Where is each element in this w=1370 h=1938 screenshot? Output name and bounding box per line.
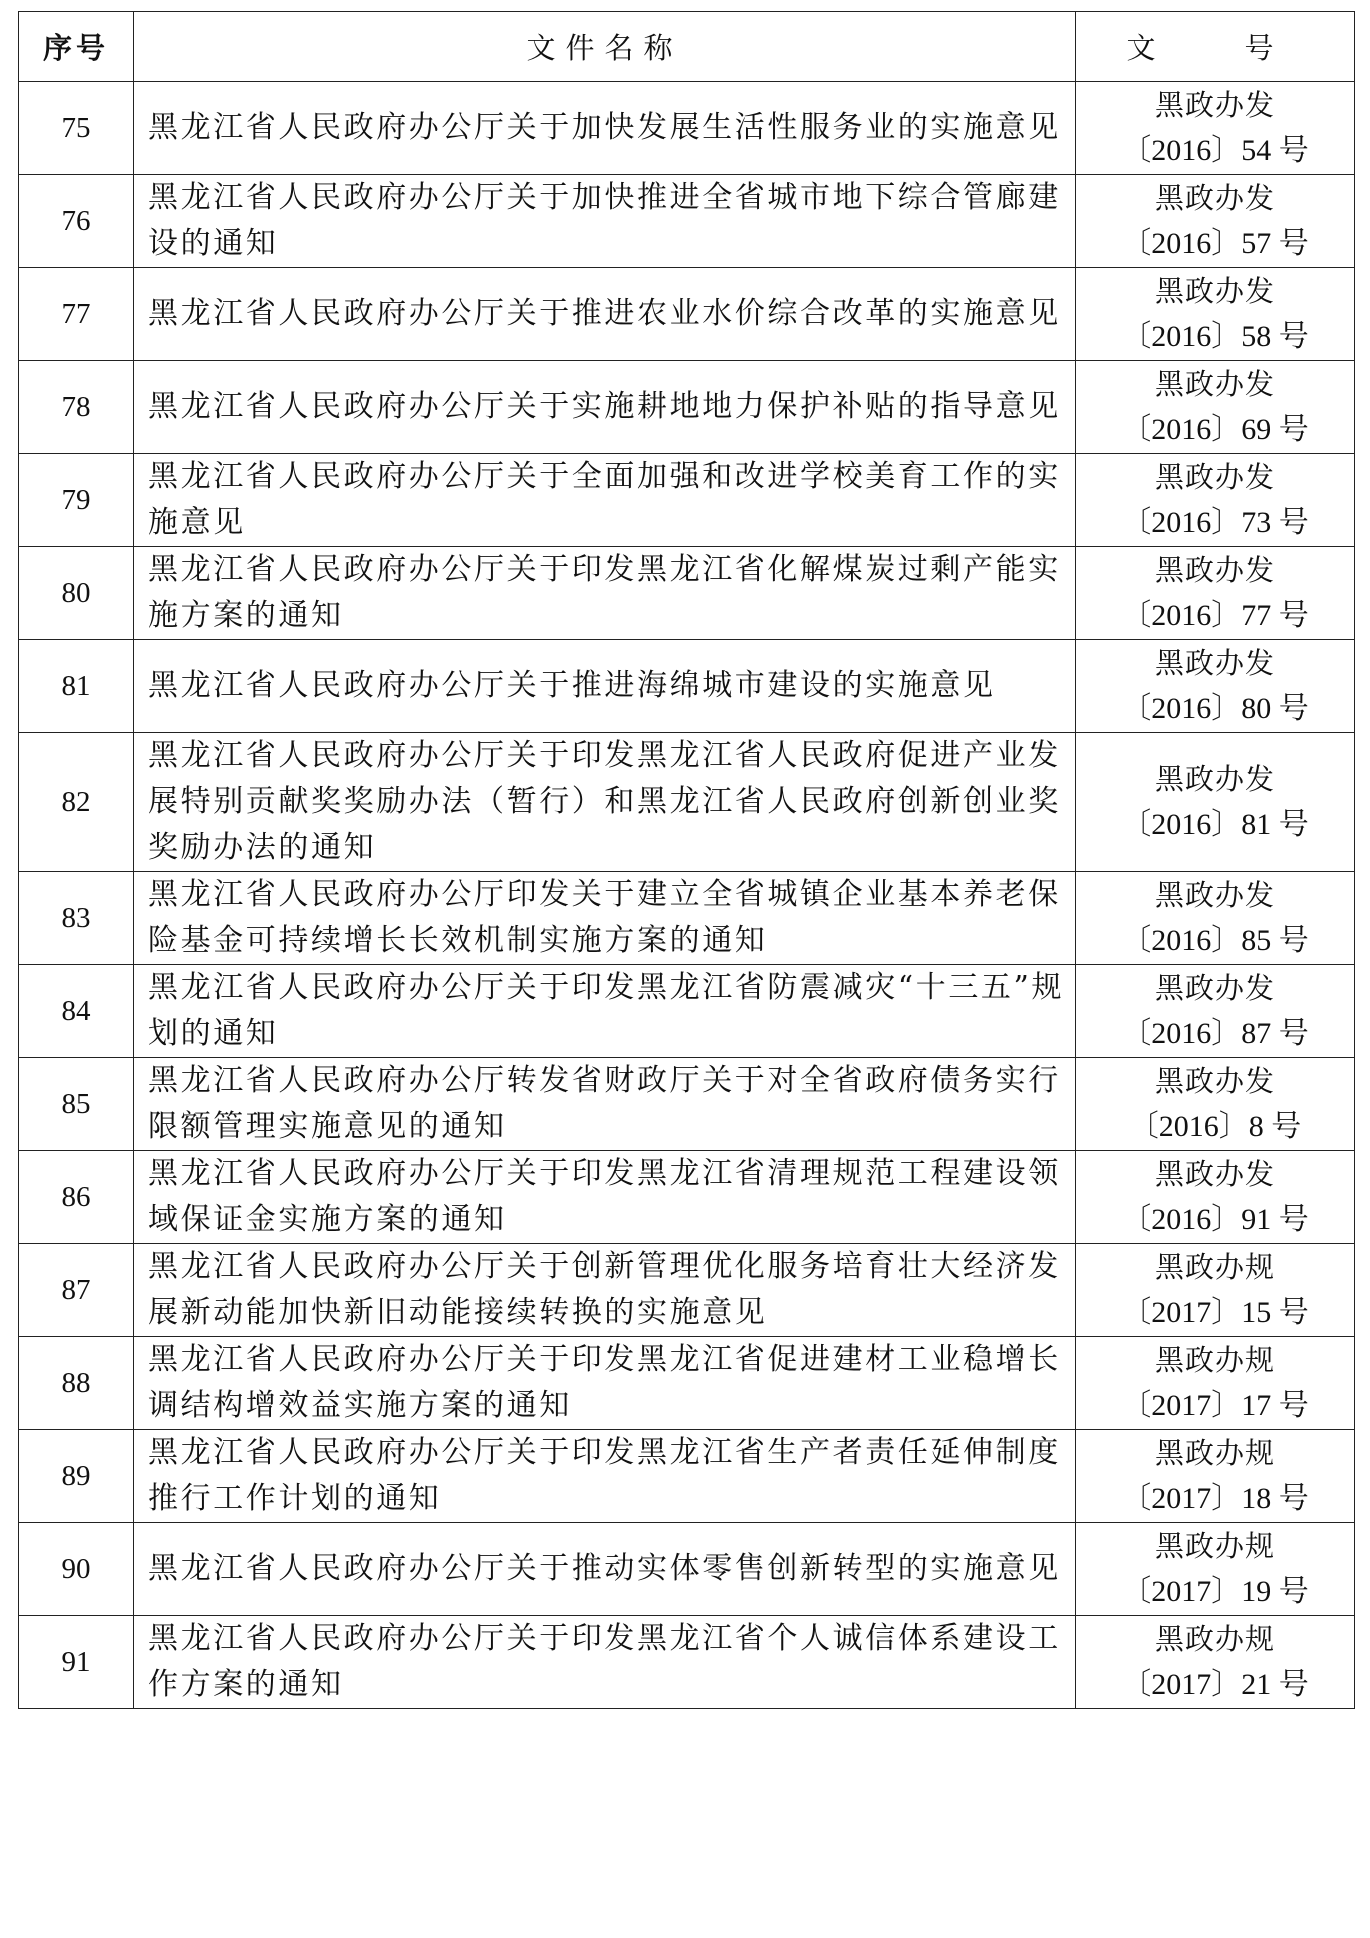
row-seq: 86 — [19, 1151, 134, 1244]
row-title: 黑龙江省人民政府办公厅关于印发黑龙江省促进建材工业稳增长调结构增效益实施方案的通知 — [134, 1337, 1076, 1430]
row-seq: 80 — [19, 547, 134, 640]
row-doc-serial: 〔2017〕19 号 — [1121, 1575, 1309, 1608]
row-title: 黑龙江省人民政府办公厅关于创新管理优化服务培育壮大经济发展新动能加快新旧动能接续转换的实施意见 — [134, 1244, 1076, 1337]
row-agency-prefix: 黑政办发 — [1154, 646, 1275, 680]
row-seq: 89 — [19, 1430, 134, 1523]
row-title: 黑龙江省人民政府办公厅关于推进农业水价综合改革的实施意见 — [134, 268, 1076, 361]
row-doc-number — [1076, 361, 1355, 454]
row-agency-prefix: 黑政办规 — [1154, 1622, 1275, 1656]
row-doc-serial: 〔2016〕87 号 — [1121, 1017, 1309, 1050]
row-agency-prefix: 黑政办发 — [1154, 762, 1275, 796]
row-doc-number — [1076, 1058, 1355, 1151]
row-doc-serial: 〔2017〕17 号 — [1121, 1389, 1309, 1422]
row-title: 黑龙江省人民政府办公厅关于印发黑龙江省清理规范工程建设领域保证金实施方案的通知 — [134, 1151, 1076, 1244]
row-seq: 78 — [19, 361, 134, 454]
table-row — [19, 268, 1355, 361]
row-doc-number — [1076, 1523, 1355, 1616]
row-agency-prefix: 黑政办规 — [1154, 1529, 1275, 1563]
row-agency-prefix: 黑政办规 — [1154, 1436, 1275, 1470]
row-seq: 84 — [19, 965, 134, 1058]
row-title: 黑龙江省人民政府办公厅关于实施耕地地力保护补贴的指导意见 — [134, 361, 1076, 454]
row-agency-prefix: 黑政办规 — [1154, 1250, 1275, 1284]
row-seq: 91 — [19, 1616, 134, 1709]
row-title: 黑龙江省人民政府办公厅关于印发黑龙江省化解煤炭过剩产能实施方案的通知 — [134, 547, 1076, 640]
table-row — [19, 82, 1355, 175]
row-title: 黑龙江省人民政府办公厅关于全面加强和改进学校美育工作的实施意见 — [134, 454, 1076, 547]
row-agency-prefix: 黑政办发 — [1154, 181, 1275, 215]
row-agency-prefix: 黑政办发 — [1154, 1157, 1275, 1191]
document-table — [18, 11, 1355, 1709]
row-doc-number — [1076, 454, 1355, 547]
row-seq: 90 — [19, 1523, 134, 1616]
row-doc-number — [1076, 1244, 1355, 1337]
row-doc-number — [1076, 82, 1355, 175]
table-body — [19, 82, 1355, 1709]
row-doc-number — [1076, 965, 1355, 1058]
row-doc-number — [1076, 872, 1355, 965]
row-doc-serial: 〔2016〕57 号 — [1121, 227, 1309, 260]
row-doc-number — [1076, 547, 1355, 640]
row-agency-prefix: 黑政办发 — [1154, 971, 1275, 1005]
row-doc-serial: 〔2016〕80 号 — [1121, 692, 1309, 725]
row-doc-serial: 〔2016〕69 号 — [1121, 413, 1309, 446]
row-seq: 88 — [19, 1337, 134, 1430]
row-agency-prefix: 黑政办发 — [1154, 1064, 1275, 1098]
table-row — [19, 640, 1355, 733]
row-doc-serial: 〔2016〕58 号 — [1121, 320, 1309, 353]
table-row — [19, 1430, 1355, 1523]
row-title: 黑龙江省人民政府办公厅关于印发黑龙江省防震减灾“十三五”规划的通知 — [134, 965, 1076, 1058]
row-seq: 85 — [19, 1058, 134, 1151]
row-title: 黑龙江省人民政府办公厅关于加快发展生活性服务业的实施意见 — [134, 82, 1076, 175]
header-seq: 序号 — [19, 12, 134, 82]
row-title: 黑龙江省人民政府办公厅转发省财政厅关于对全省政府债务实行限额管理实施意见的通知 — [134, 1058, 1076, 1151]
row-title: 黑龙江省人民政府办公厅关于印发黑龙江省人民政府促进产业发展特别贡献奖奖励办法（暂行）和黑龙江省人民政府创新创业奖奖励办法的通知 — [134, 733, 1076, 872]
table-row — [19, 547, 1355, 640]
row-doc-serial: 〔2016〕54 号 — [1121, 134, 1309, 167]
table-row — [19, 454, 1355, 547]
row-doc-number — [1076, 1337, 1355, 1430]
row-title: 黑龙江省人民政府办公厅关于加快推进全省城市地下综合管廊建设的通知 — [134, 175, 1076, 268]
row-agency-prefix: 黑政办规 — [1154, 1343, 1275, 1377]
table-row — [19, 1616, 1355, 1709]
row-doc-number — [1076, 640, 1355, 733]
table-row — [19, 872, 1355, 965]
row-seq: 82 — [19, 733, 134, 872]
header-row — [19, 12, 1355, 82]
row-doc-number — [1076, 175, 1355, 268]
table-row — [19, 1151, 1355, 1244]
row-seq: 87 — [19, 1244, 134, 1337]
row-doc-serial: 〔2016〕73 号 — [1121, 506, 1309, 539]
row-seq: 79 — [19, 454, 134, 547]
table-row — [19, 1244, 1355, 1337]
row-agency-prefix: 黑政办发 — [1154, 460, 1275, 494]
row-doc-number — [1076, 1616, 1355, 1709]
row-doc-number — [1076, 733, 1355, 872]
row-doc-number — [1076, 1430, 1355, 1523]
table-row — [19, 1523, 1355, 1616]
table-header — [19, 12, 1355, 82]
row-title: 黑龙江省人民政府办公厅关于印发黑龙江省生产者责任延伸制度推行工作计划的通知 — [134, 1430, 1076, 1523]
row-agency-prefix: 黑政办发 — [1154, 367, 1275, 401]
row-doc-number — [1076, 1151, 1355, 1244]
row-agency-prefix: 黑政办发 — [1154, 274, 1275, 308]
row-agency-prefix: 黑政办发 — [1154, 553, 1275, 587]
row-seq: 81 — [19, 640, 134, 733]
row-title: 黑龙江省人民政府办公厅关于推进海绵城市建设的实施意见 — [134, 640, 1076, 733]
row-doc-serial: 〔2016〕77 号 — [1121, 599, 1309, 632]
row-agency-prefix: 黑政办发 — [1154, 88, 1275, 122]
row-title: 黑龙江省人民政府办公厅关于印发黑龙江省个人诚信体系建设工作方案的通知 — [134, 1616, 1076, 1709]
row-doc-serial: 〔2016〕8 号 — [1128, 1110, 1302, 1143]
header-title: 文件名称 — [134, 12, 1076, 82]
table-row — [19, 361, 1355, 454]
table-row — [19, 1058, 1355, 1151]
row-agency-prefix: 黑政办发 — [1154, 878, 1275, 912]
table-row — [19, 965, 1355, 1058]
table-row — [19, 1337, 1355, 1430]
row-doc-number — [1076, 268, 1355, 361]
row-title: 黑龙江省人民政府办公厅关于推动实体零售创新转型的实施意见 — [134, 1523, 1076, 1616]
row-seq: 83 — [19, 872, 134, 965]
table-row — [19, 175, 1355, 268]
row-doc-serial: 〔2016〕85 号 — [1121, 924, 1309, 957]
table-row — [19, 733, 1355, 872]
row-doc-serial: 〔2017〕15 号 — [1121, 1296, 1309, 1329]
row-seq: 77 — [19, 268, 134, 361]
row-doc-serial: 〔2017〕18 号 — [1121, 1482, 1309, 1515]
header-doc-number: 文 号 — [1076, 12, 1355, 82]
row-seq: 76 — [19, 175, 134, 268]
row-title: 黑龙江省人民政府办公厅印发关于建立全省城镇企业基本养老保险基金可持续增长长效机制实施方案的通知 — [134, 872, 1076, 965]
row-seq: 75 — [19, 82, 134, 175]
row-doc-serial: 〔2016〕91 号 — [1121, 1203, 1309, 1236]
row-doc-serial: 〔2017〕21 号 — [1121, 1668, 1309, 1701]
row-doc-serial: 〔2016〕81 号 — [1121, 808, 1309, 841]
